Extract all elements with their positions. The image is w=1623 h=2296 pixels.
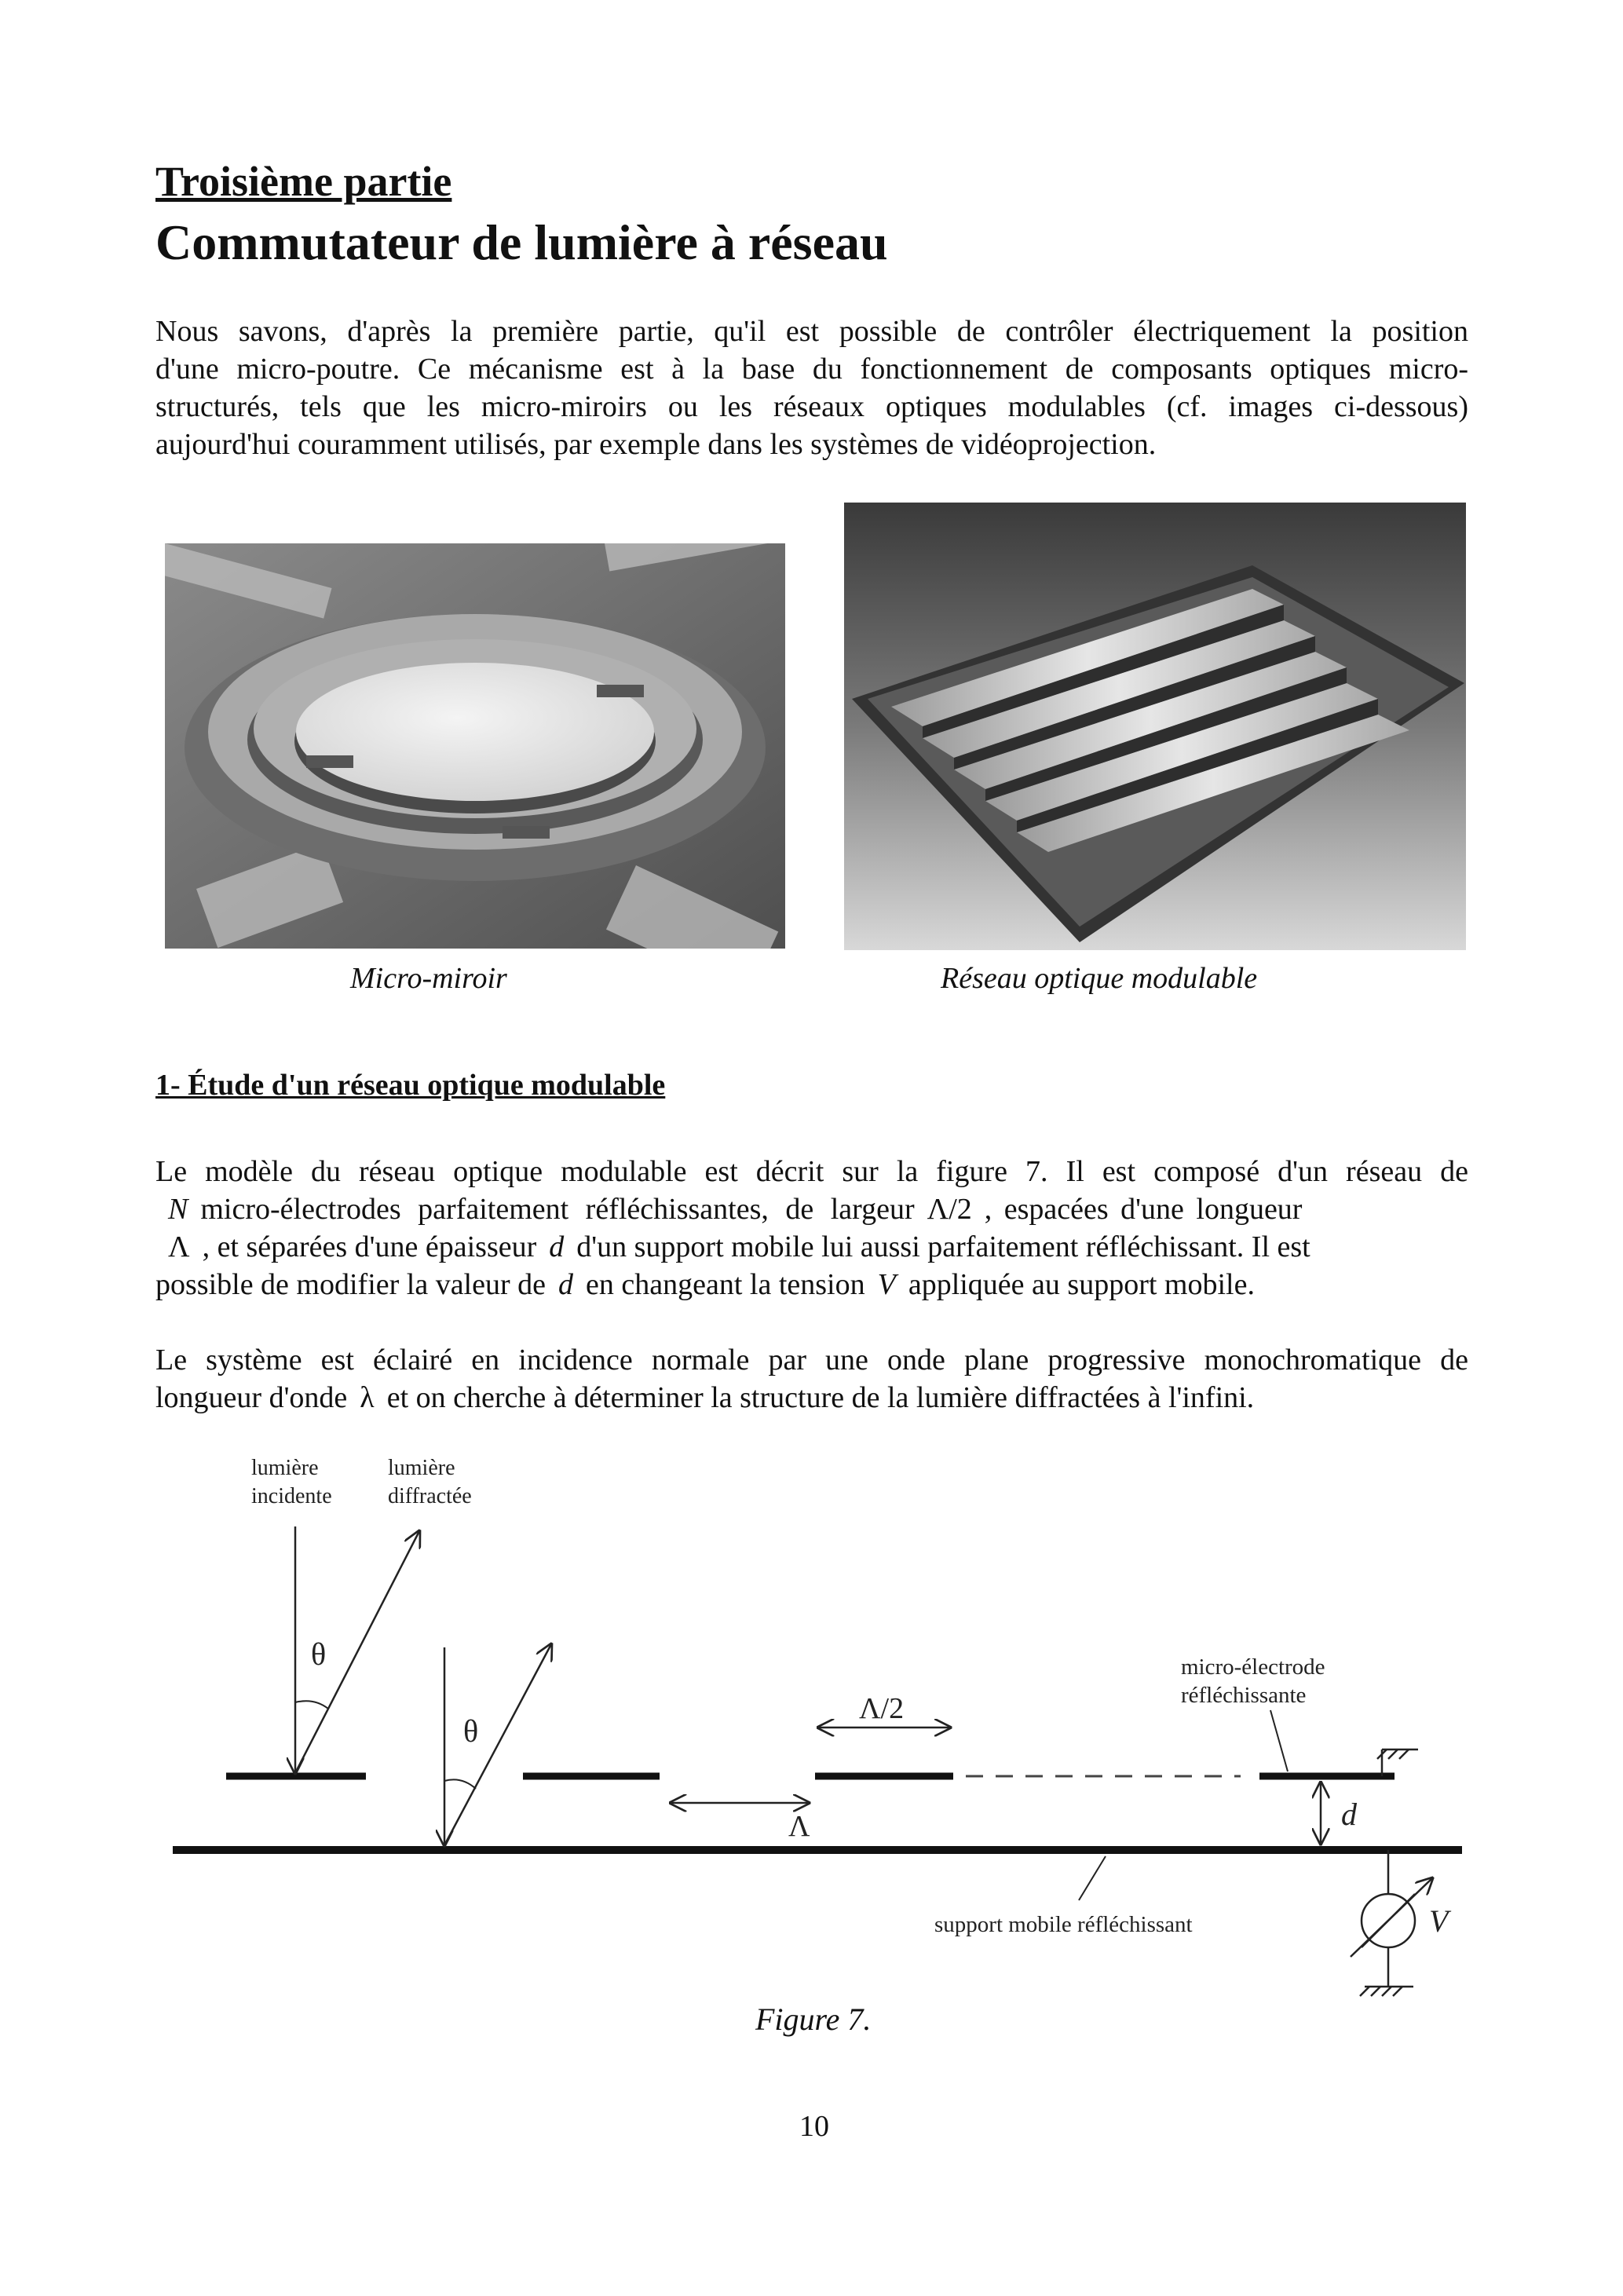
theta-label: θ <box>311 1636 327 1672</box>
part-title: Troisième partie <box>155 158 452 205</box>
period-label: Λ <box>788 1810 810 1843</box>
symbol-period: Λ <box>168 1230 190 1263</box>
electrode-leader <box>1270 1710 1288 1771</box>
p1-line-2-text-b: , espacées d'une longueur <box>984 1193 1303 1226</box>
theta-label-2: θ <box>463 1713 479 1749</box>
intro-line-2: d'une micro-poutre. Ce mécanisme est à la base du fonctionnement de composants optiques micro- <box>155 353 1468 386</box>
gap-label: d <box>1341 1797 1357 1832</box>
p1-line-4-text-a: possible de modifier la valeur de <box>155 1268 546 1301</box>
electrode-label-1: micro-électrode <box>1181 1654 1325 1680</box>
support-leader <box>1079 1856 1106 1900</box>
angle-arc <box>295 1701 328 1709</box>
half-period-label: Λ/2 <box>859 1692 905 1725</box>
symbol-N: N <box>168 1193 188 1226</box>
diffracted-ray-2 <box>444 1644 551 1845</box>
p2-line-2-text-a: longueur d'onde <box>155 1381 348 1414</box>
p2-line-1: Le système est éclairé en incidence normale par une onde plane progressive monochromatique de <box>155 1344 1468 1377</box>
p2-line-2-text-b: et on cherche à déterminer la structure de la lumière diffractées à l'infini. <box>386 1381 1255 1414</box>
symbol-d: d <box>549 1230 565 1263</box>
p1-line-4-text-c: appliquée au support mobile. <box>908 1268 1255 1301</box>
intro-line-3: structurés, tels que les micro-miroirs ou les réseaux optiques modulables (cf. images ci-dessous) <box>155 390 1468 423</box>
figure-caption: Figure 7. <box>755 2002 872 2037</box>
symbol-lambda: λ <box>360 1381 375 1414</box>
intro-line-4: aujourd'hui couramment utilisés, par exemple dans les systèmes de vidéoprojection. <box>155 428 1157 461</box>
symbol-V: V <box>877 1268 896 1301</box>
grating-caption: Réseau optique modulable <box>941 962 1258 995</box>
symbol-d-2: d <box>558 1268 574 1301</box>
section-title: 1- Étude d'un réseau optique modulable <box>155 1069 666 1102</box>
incident-label-2: incidente <box>251 1484 332 1508</box>
voltage-source-icon <box>1351 1850 1432 1996</box>
diffracted-label-2: diffractée <box>388 1484 472 1508</box>
micro-mirror-caption: Micro-miroir <box>350 962 507 995</box>
p1-line-4-text-b: en changeant la tension <box>586 1268 865 1301</box>
p1-line-3-text-a: , et séparées d'une épaisseur <box>202 1230 537 1263</box>
diffracted-label-1: lumière <box>388 1456 455 1480</box>
intro-line-1: Nous savons, d'après la première partie, qu'il est possible de contrôler électriquement la position <box>155 315 1468 348</box>
incident-label-1: lumière <box>251 1456 319 1480</box>
support-label: support mobile réfléchissant <box>934 1912 1193 1937</box>
angle-arc-2 <box>444 1779 476 1789</box>
p1-line-3-text-b: d'un support mobile lui aussi parfaitement réfléchissant. Il est <box>576 1230 1310 1263</box>
page-title: Commutateur de lumière à réseau <box>155 214 888 270</box>
symbol-half-period: Λ/2 <box>927 1193 972 1226</box>
p1-line-1: Le modèle du réseau optique modulable est décrit sur la figure 7. Il est composé d'un réseau de <box>155 1155 1468 1188</box>
voltage-label: V <box>1429 1903 1449 1939</box>
electrode-label-2: réfléchissante <box>1181 1683 1307 1708</box>
ground-icon <box>1377 1749 1418 1776</box>
p1-line-2-text-a: micro-électrodes parfaitement réfléchissantes, de largeur <box>200 1193 915 1226</box>
page-number: 10 <box>799 2110 829 2143</box>
